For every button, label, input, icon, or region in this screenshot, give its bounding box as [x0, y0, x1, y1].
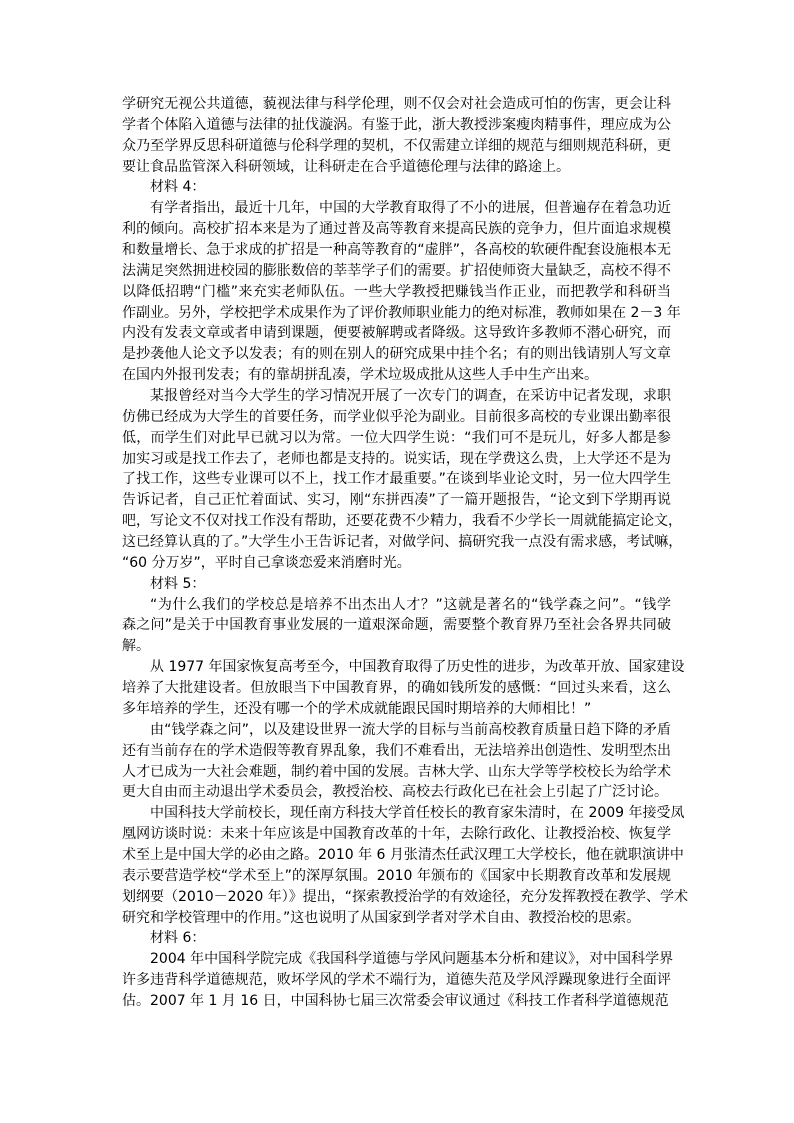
text-line: 法满足突然拥进校园的膨胀数倍的莘莘学子们的需要。扩招使师资大量缺乏，高校不得不 — [122, 262, 671, 279]
paragraph — [122, 928, 671, 949]
text-line: 许多违背科学道德规范，败坏学风的学术不端行为，道德失范及学风浮躁现象进行全面评 — [122, 972, 671, 989]
text-line: 作副业。另外，学校把学术成果作为了评价教师职业能力的绝对标准，教师如果在 2－3 年 — [122, 304, 681, 321]
text-line: 划纲要（2010－2020 年）》提出，“探索教授治学的有效途径，充分发挥教授在教学、学术 — [122, 888, 688, 905]
text-line: 术至上是中国大学的必由之路。2010 年 6 月张清杰任武汉理工大学校长，他在就职演讲中 — [122, 846, 684, 863]
text-line: 从 1977 年国家恢复高考至今，中国教育取得了历史性的进步，为改革开放、国家建设 — [150, 659, 685, 676]
text-line: 材料 4： — [150, 179, 206, 196]
text-line: 是抄袭他人论文予以发表；有的则在别人的研究成果中挂个名；有的则出钱请别人写文章 — [122, 346, 671, 363]
text-line: “为什么我们的学校总是培养不出杰出人才？”这就是著名的“钱学森之问”。“钱学 — [150, 596, 671, 613]
text-line: 某报曾经对当今大学生的学习情况开展了一次专门的调查，在采访中记者发现，求职 — [150, 388, 671, 405]
text-line: 内没有发表文章或者申请到课题，便要被解聘或者降级。这导致许多教师不潜心研究，而 — [122, 325, 671, 342]
paragraph — [122, 574, 671, 595]
text-line: 有学者指出，最近十几年，中国的大学教育取得了不小的进展，但普遍存在着急功近 — [150, 200, 671, 217]
text-line: 告诉记者，自己正忙着面试、实习，刚“东拼西凑”了一篇开题报告，“论文到下学期再说 — [122, 492, 671, 509]
text-line: 在国内外报刊发表；有的靠胡拼乱凑，学术垃圾成批从这些人手中生产出来。 — [122, 367, 598, 384]
text-line: 要让食品监管深入科研领域，让科研走在合乎道德伦理与法律的路途上。 — [122, 158, 570, 175]
text-line: 低，而学生们对此早已就习以为常。一位大四学生说：“我们可不是玩儿，好多人都是参 — [122, 429, 671, 446]
paragraph — [122, 657, 685, 720]
text-line: 多年培养的学生，还没有哪一个的学术成就能跟民国时期培养的大师相比！” — [122, 700, 592, 717]
text-line: 人才已成为一大社会难题，制约着中国的发展。吉林大学、山东大学等学校校长为给学术 — [122, 763, 671, 780]
text-line: 学研究无视公共道德，藐视法律与科学伦理，则不仅会对社会造成可怕的伤害，更会让科 — [122, 96, 671, 112]
text-line: 材料 6： — [150, 930, 206, 947]
paragraph — [122, 720, 671, 803]
paragraph — [122, 803, 688, 928]
text-line: 吧，写论文不仅对找工作没有帮助，还要花费不少精力，我看不少学长一周就能搞定论文， — [122, 513, 682, 530]
paragraph — [122, 177, 671, 198]
paragraph — [122, 198, 681, 386]
text-line: 培养了大批建设者。但放眼当下中国教育界，的确如钱所发的感慨：“回过头来看，这么 — [122, 680, 671, 697]
text-line: 研究和学校管理中的作用。”这也说明了从国家到学者对学术自由、教授治校的思索。 — [122, 909, 641, 926]
text-line: 这已经算认真的了。”大学生小王告诉记者，对做学问、搞研究我一点没有需求感，考试嘛， — [122, 534, 683, 551]
text-line: 森之问”是关于中国教育事业发展的一道艰深命题，需要整个教育界乃至社会各界共同破 — [122, 617, 671, 634]
text-line: 利的倾向。高校扩招本来是为了通过普及高等教育来提高民族的竞争力，但片面追求规模 — [122, 221, 671, 238]
text-line: 还有当前存在的学术造假等教育界乱象，我们不难看出，无法培养出创造性、发明型杰出 — [122, 742, 671, 759]
paragraph — [122, 595, 671, 658]
text-line: 以降低招聘“门槛”来充实老师队伍。一些大学教授把赚钱当作正业，而把教学和科研当 — [122, 283, 671, 300]
paragraph — [122, 386, 683, 574]
text-line: 众乃至学界反思科研道德与伦科学理的契机，不仅需建立详细的规范与细则规范科研，更 — [122, 137, 671, 154]
text-line: 表示要营造学校“学术至上”的深厚氛围。2010 年颁布的《国家中长期教育改革和发展规 — [122, 867, 671, 884]
text-line: 2004 年中国科学院完成《我国科学道德与学风问题基本分析和建议》，对中国科学界 — [150, 951, 674, 968]
text-line: 加实习或是找工作去了，老师也都是支持的。说实话，现在学费这么贵，上大学还不是为 — [122, 450, 671, 467]
text-line: 估。2007 年 1 月 16 日，中国科协七届三次常委会审议通过《科技工作者科学道德规范 — [122, 992, 669, 1009]
text-line: 材料 5： — [150, 575, 206, 592]
text-line: 由“钱学森之问”，以及建设世界一流大学的目标与当前高校教育质量日趋下降的矛盾 — [150, 721, 671, 738]
text-line: 更大自由而主动退出学术委员会，教授治校、高校去行政化已在社会上引起了广泛讨论。 — [122, 784, 668, 801]
text-line: “60 分万岁”，平时自己拿谈恋爱来消磨时光。 — [122, 554, 411, 571]
text-line: 学者个体陷入道德与法律的扯伐漩涡。有鉴于此，浙大教授涉案瘦肉精事件，理应成为公 — [122, 116, 671, 133]
text-line: 凰网访谈时说：未来十年应该是中国教育改革的十年，去除行政化、让教授治校、恢复学 — [122, 826, 671, 843]
paragraph — [122, 949, 674, 1012]
text-line: 仿佛已经成为大学生的首要任务，而学业似乎沦为副业。目前很多高校的专业课出勤率很 — [122, 408, 671, 425]
text-line: 和数量增长、急于求成的扩招是一种高等教育的“虚胖”，各高校的软硬件配套设施根本无 — [122, 242, 671, 259]
text-line: 了找工作，这些专业课可以不上，找工作才最重要。”在谈到毕业论文时，另一位大四学生 — [122, 471, 671, 488]
paragraph — [122, 94, 671, 177]
text-line: 解。 — [122, 638, 150, 655]
text-line: 中国科技大学前校长，现任南方科技大学首任校长的教育家朱清时，在 2009 年接受凤 — [150, 805, 685, 822]
document-body — [122, 94, 688, 1012]
